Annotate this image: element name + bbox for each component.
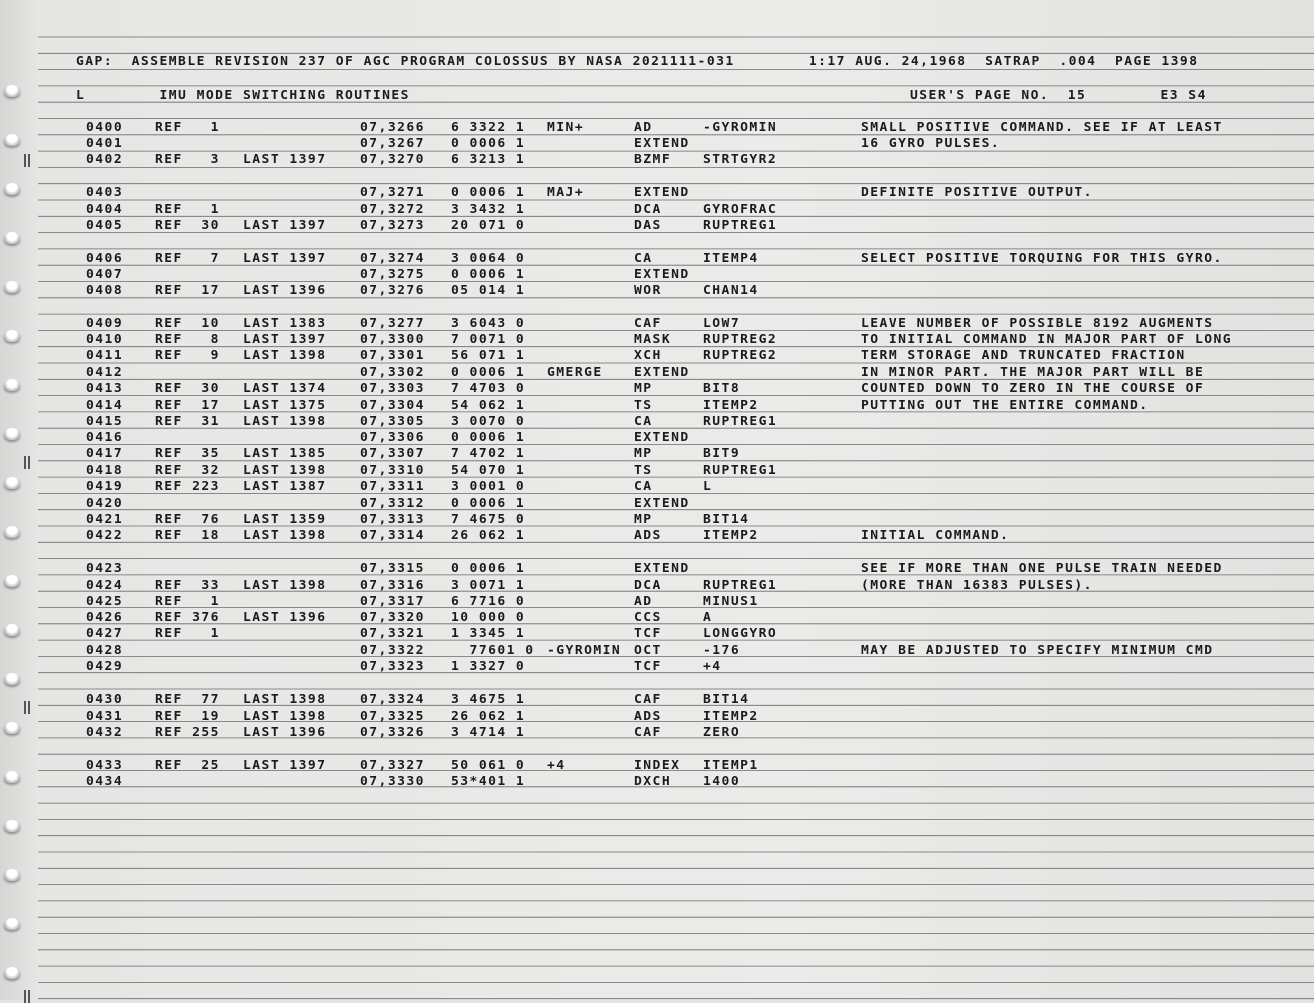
line-number: 0423 — [86, 561, 124, 576]
object-word: 7 0071 0 — [451, 332, 526, 347]
line-number: 0433 — [86, 758, 124, 773]
line-number: 0417 — [86, 446, 124, 461]
feed-hole — [4, 722, 20, 734]
operand: GYROFRAC — [703, 202, 778, 217]
object-word: 3 0070 0 — [451, 414, 526, 429]
operand: BIT14 — [703, 692, 750, 707]
last-ref: LAST 1383 — [243, 316, 327, 331]
object-word: 3 0064 0 — [451, 251, 526, 266]
opcode: MP — [634, 446, 653, 461]
opcode: DAS — [634, 218, 662, 233]
operand: ITEMP4 — [703, 251, 759, 266]
address: 07,3270 — [360, 152, 425, 167]
line-number: 0405 — [86, 218, 124, 233]
opcode: EXTEND — [634, 136, 690, 151]
feed-hole — [4, 85, 20, 97]
line-number: 0434 — [86, 774, 124, 789]
address: 07,3320 — [360, 610, 425, 625]
routine-title: L IMU MODE SWITCHING ROUTINES — [76, 88, 410, 103]
address: 07,3315 — [360, 561, 425, 576]
address: 07,3266 — [360, 120, 425, 135]
last-ref: LAST 1398 — [243, 414, 327, 429]
operand: A — [703, 610, 713, 625]
opcode: EXTEND — [634, 496, 690, 511]
object-word: 0 0006 1 — [451, 561, 526, 576]
operand: CHAN14 — [703, 283, 759, 298]
feed-hole — [4, 330, 20, 342]
line-number: 0418 — [86, 463, 124, 478]
line-number: 0430 — [86, 692, 124, 707]
last-ref: LAST 1398 — [243, 692, 327, 707]
opcode: EXTEND — [634, 185, 690, 200]
line-number: 0429 — [86, 659, 124, 674]
feed-hole — [4, 624, 20, 636]
opcode: CA — [634, 414, 653, 429]
operand: LONGGYRO — [703, 626, 778, 641]
ref-count: REF 223 — [155, 479, 220, 494]
address: 07,3277 — [360, 316, 425, 331]
operand: ITEMP2 — [703, 709, 759, 724]
page-fold-mark — [24, 701, 30, 714]
last-ref: LAST 1387 — [243, 479, 327, 494]
address: 07,3326 — [360, 725, 425, 740]
comment: MAY BE ADJUSTED TO SPECIFY MINIMUM CMD — [861, 643, 1214, 658]
object-word: 3 4675 1 — [451, 692, 526, 707]
feed-hole — [4, 428, 20, 440]
statement-label: MIN+ — [547, 120, 585, 135]
user-page-number: USER'S PAGE NO. 15 E3 S4 — [910, 88, 1207, 103]
opcode: BZMF — [634, 152, 672, 167]
ref-count: REF 1 — [155, 594, 220, 609]
address: 07,3301 — [360, 348, 425, 363]
operand: MINUS1 — [703, 594, 759, 609]
operand: LOW7 — [703, 316, 741, 331]
operand: RUPTREG2 — [703, 348, 778, 363]
opcode: DCA — [634, 202, 662, 217]
line-number: 0403 — [86, 185, 124, 200]
feed-hole — [4, 869, 20, 881]
address: 07,3310 — [360, 463, 425, 478]
line-number: 0402 — [86, 152, 124, 167]
last-ref: LAST 1359 — [243, 512, 327, 527]
page-fold-mark — [24, 990, 30, 1003]
opcode: OCT — [634, 643, 662, 658]
opcode: CAF — [634, 316, 662, 331]
ref-count: REF 376 — [155, 610, 220, 625]
feed-hole — [4, 183, 20, 195]
line-number: 0408 — [86, 283, 124, 298]
opcode: CAF — [634, 692, 662, 707]
comment: SMALL POSITIVE COMMAND. SEE IF AT LEAST — [861, 120, 1223, 135]
ref-count: REF 77 — [155, 692, 220, 707]
object-word: 3 4714 1 — [451, 725, 526, 740]
last-ref: LAST 1385 — [243, 446, 327, 461]
object-word: 26 062 1 — [451, 709, 526, 724]
line-number: 0426 — [86, 610, 124, 625]
object-word: 7 4675 0 — [451, 512, 526, 527]
opcode: MP — [634, 381, 653, 396]
object-word: 20 071 0 — [451, 218, 526, 233]
operand: BIT9 — [703, 446, 741, 461]
comment: COUNTED DOWN TO ZERO IN THE COURSE OF — [861, 381, 1205, 396]
line-number: 0413 — [86, 381, 124, 396]
comment: TERM STORAGE AND TRUNCATED FRACTION — [861, 348, 1186, 363]
opcode: EXTEND — [634, 430, 690, 445]
address: 07,3321 — [360, 626, 425, 641]
address: 07,3314 — [360, 528, 425, 543]
address: 07,3276 — [360, 283, 425, 298]
comment: (MORE THAN 16383 PULSES). — [861, 578, 1093, 593]
opcode: CA — [634, 251, 653, 266]
object-word: 0 0006 1 — [451, 185, 526, 200]
opcode: AD — [634, 594, 653, 609]
ref-count: REF 30 — [155, 218, 220, 233]
statement-label: MAJ+ — [547, 185, 585, 200]
address: 07,3303 — [360, 381, 425, 396]
comment: SEE IF MORE THAN ONE PULSE TRAIN NEEDED — [861, 561, 1223, 576]
address: 07,3271 — [360, 185, 425, 200]
object-word: 3 0071 1 — [451, 578, 526, 593]
object-word: 54 062 1 — [451, 398, 526, 413]
object-word: 6 3213 1 — [451, 152, 526, 167]
opcode: DCA — [634, 578, 662, 593]
line-number: 0431 — [86, 709, 124, 724]
ref-count: REF 19 — [155, 709, 220, 724]
object-word: 10 000 0 — [451, 610, 526, 625]
address: 07,3272 — [360, 202, 425, 217]
line-number: 0400 — [86, 120, 124, 135]
operand: 1400 — [703, 774, 741, 789]
object-word: 54 070 1 — [451, 463, 526, 478]
object-word: 0 0006 1 — [451, 496, 526, 511]
ref-count: REF 17 — [155, 283, 220, 298]
object-word: 7 4703 0 — [451, 381, 526, 396]
feed-hole — [4, 526, 20, 538]
address: 07,3312 — [360, 496, 425, 511]
comment: PUTTING OUT THE ENTIRE COMMAND. — [861, 398, 1149, 413]
line-number: 0416 — [86, 430, 124, 445]
object-word: 50 061 0 — [451, 758, 526, 773]
line-number: 0412 — [86, 365, 124, 380]
operand: RUPTREG2 — [703, 332, 778, 347]
last-ref: LAST 1397 — [243, 251, 327, 266]
comment: SELECT POSITIVE TORQUING FOR THIS GYRO. — [861, 251, 1223, 266]
object-word: 0 0006 1 — [451, 365, 526, 380]
ref-count: REF 1 — [155, 202, 220, 217]
operand: BIT8 — [703, 381, 741, 396]
opcode: EXTEND — [634, 365, 690, 380]
ref-count: REF 8 — [155, 332, 220, 347]
address: 07,3300 — [360, 332, 425, 347]
ref-count: REF 76 — [155, 512, 220, 527]
address: 07,3324 — [360, 692, 425, 707]
object-word: 56 071 1 — [451, 348, 526, 363]
listing-header: GAP: ASSEMBLE REVISION 237 OF AGC PROGRAM COLOSSUS BY NASA 2021111-031 1:17 AUG. 24,1968 SATRAP .004 PAGE 1398 — [76, 54, 1199, 69]
object-word: 3 3432 1 — [451, 202, 526, 217]
object-word: 0 0006 1 — [451, 430, 526, 445]
object-word: 26 062 1 — [451, 528, 526, 543]
address: 07,3322 — [360, 643, 425, 658]
opcode: DXCH — [634, 774, 672, 789]
ref-count: REF 18 — [155, 528, 220, 543]
ref-count: REF 35 — [155, 446, 220, 461]
comment: DEFINITE POSITIVE OUTPUT. — [861, 185, 1093, 200]
last-ref: LAST 1397 — [243, 218, 327, 233]
line-number: 0415 — [86, 414, 124, 429]
opcode: TS — [634, 463, 653, 478]
address: 07,3311 — [360, 479, 425, 494]
feed-hole — [4, 820, 20, 832]
feed-hole — [4, 232, 20, 244]
line-number: 0407 — [86, 267, 124, 282]
last-ref: LAST 1398 — [243, 528, 327, 543]
feed-hole — [4, 477, 20, 489]
statement-label: +4 — [547, 758, 566, 773]
opcode: ADS — [634, 528, 662, 543]
object-word: 53*401 1 — [451, 774, 526, 789]
ref-count: REF 3 — [155, 152, 220, 167]
last-ref: LAST 1398 — [243, 709, 327, 724]
line-number: 0428 — [86, 643, 124, 658]
address: 07,3267 — [360, 136, 425, 151]
operand: -GYROMIN — [703, 120, 778, 135]
address: 07,3275 — [360, 267, 425, 282]
feed-hole — [4, 673, 20, 685]
object-word: 05 014 1 — [451, 283, 526, 298]
object-word: 6 7716 0 — [451, 594, 526, 609]
operand: -176 — [703, 643, 741, 658]
opcode: CCS — [634, 610, 662, 625]
line-number: 0419 — [86, 479, 124, 494]
operand: STRTGYR2 — [703, 152, 778, 167]
object-word: 0 0006 1 — [451, 136, 526, 151]
address: 07,3323 — [360, 659, 425, 674]
ref-count: REF 30 — [155, 381, 220, 396]
operand: RUPTREG1 — [703, 463, 778, 478]
object-word: 1 3345 1 — [451, 626, 526, 641]
ref-count: REF 10 — [155, 316, 220, 331]
feed-hole — [4, 379, 20, 391]
feed-hole — [4, 134, 20, 146]
object-word: 7 4702 1 — [451, 446, 526, 461]
comment: TO INITIAL COMMAND IN MAJOR PART OF LONG — [861, 332, 1233, 347]
page-fold-mark — [24, 154, 30, 167]
line-number: 0427 — [86, 626, 124, 641]
page-fold-mark — [24, 456, 30, 469]
comment: LEAVE NUMBER OF POSSIBLE 8192 AUGMENTS — [861, 316, 1214, 331]
comment: INITIAL COMMAND. — [861, 528, 1010, 543]
address: 07,3317 — [360, 594, 425, 609]
feed-hole — [4, 918, 20, 930]
ref-count: REF 1 — [155, 626, 220, 641]
line-number: 0424 — [86, 578, 124, 593]
opcode: TCF — [634, 626, 662, 641]
ref-count: REF 32 — [155, 463, 220, 478]
ref-count: REF 25 — [155, 758, 220, 773]
operand: +4 — [703, 659, 722, 674]
feed-hole — [4, 771, 20, 783]
opcode: EXTEND — [634, 267, 690, 282]
last-ref: LAST 1398 — [243, 578, 327, 593]
address: 07,3316 — [360, 578, 425, 593]
address: 07,3325 — [360, 709, 425, 724]
opcode: CAF — [634, 725, 662, 740]
ref-count: REF 31 — [155, 414, 220, 429]
statement-label: -GYROMIN — [547, 643, 622, 658]
opcode: XCH — [634, 348, 662, 363]
feed-hole — [4, 281, 20, 293]
object-word: 77601 0 — [451, 643, 535, 658]
opcode: MP — [634, 512, 653, 527]
opcode: TS — [634, 398, 653, 413]
line-number: 0414 — [86, 398, 124, 413]
operand: ITEMP1 — [703, 758, 759, 773]
object-word: 3 0001 0 — [451, 479, 526, 494]
comment: 16 GYRO PULSES. — [861, 136, 1001, 151]
address: 07,3330 — [360, 774, 425, 789]
opcode: ADS — [634, 709, 662, 724]
object-word: 6 3322 1 — [451, 120, 526, 135]
last-ref: LAST 1374 — [243, 381, 327, 396]
object-word: 0 0006 1 — [451, 267, 526, 282]
operand: BIT14 — [703, 512, 750, 527]
last-ref: LAST 1397 — [243, 152, 327, 167]
ref-count: REF 33 — [155, 578, 220, 593]
ref-count: REF 1 — [155, 120, 220, 135]
opcode: INDEX — [634, 758, 681, 773]
ref-count: REF 17 — [155, 398, 220, 413]
address: 07,3302 — [360, 365, 425, 380]
address: 07,3305 — [360, 414, 425, 429]
opcode: MASK — [634, 332, 672, 347]
ref-count: REF 255 — [155, 725, 220, 740]
opcode: EXTEND — [634, 561, 690, 576]
line-number: 0421 — [86, 512, 124, 527]
ref-count: REF 9 — [155, 348, 220, 363]
address: 07,3273 — [360, 218, 425, 233]
line-number: 0406 — [86, 251, 124, 266]
operand: ZERO — [703, 725, 741, 740]
last-ref: LAST 1398 — [243, 463, 327, 478]
line-number: 0409 — [86, 316, 124, 331]
operand: RUPTREG1 — [703, 414, 778, 429]
opcode: TCF — [634, 659, 662, 674]
opcode: CA — [634, 479, 653, 494]
statement-label: GMERGE — [547, 365, 603, 380]
operand: RUPTREG1 — [703, 218, 778, 233]
last-ref: LAST 1396 — [243, 610, 327, 625]
feed-hole — [4, 575, 20, 587]
line-number: 0425 — [86, 594, 124, 609]
ref-count: REF 7 — [155, 251, 220, 266]
address: 07,3307 — [360, 446, 425, 461]
line-number: 0420 — [86, 496, 124, 511]
address: 07,3327 — [360, 758, 425, 773]
operand: ITEMP2 — [703, 398, 759, 413]
object-word: 3 6043 0 — [451, 316, 526, 331]
last-ref: LAST 1397 — [243, 332, 327, 347]
last-ref: LAST 1396 — [243, 283, 327, 298]
address: 07,3313 — [360, 512, 425, 527]
operand: L — [703, 479, 713, 494]
line-number: 0410 — [86, 332, 124, 347]
last-ref: LAST 1375 — [243, 398, 327, 413]
address: 07,3274 — [360, 251, 425, 266]
feed-hole — [4, 967, 20, 979]
object-word: 1 3327 0 — [451, 659, 526, 674]
address: 07,3306 — [360, 430, 425, 445]
line-number: 0422 — [86, 528, 124, 543]
line-number: 0411 — [86, 348, 124, 363]
operand: ITEMP2 — [703, 528, 759, 543]
line-number: 0401 — [86, 136, 124, 151]
comment: IN MINOR PART. THE MAJOR PART WILL BE — [861, 365, 1205, 380]
last-ref: LAST 1396 — [243, 725, 327, 740]
line-number: 0432 — [86, 725, 124, 740]
opcode: AD — [634, 120, 653, 135]
address: 07,3304 — [360, 398, 425, 413]
opcode: WOR — [634, 283, 662, 298]
line-number: 0404 — [86, 202, 124, 217]
last-ref: LAST 1397 — [243, 758, 327, 773]
last-ref: LAST 1398 — [243, 348, 327, 363]
operand: RUPTREG1 — [703, 578, 778, 593]
